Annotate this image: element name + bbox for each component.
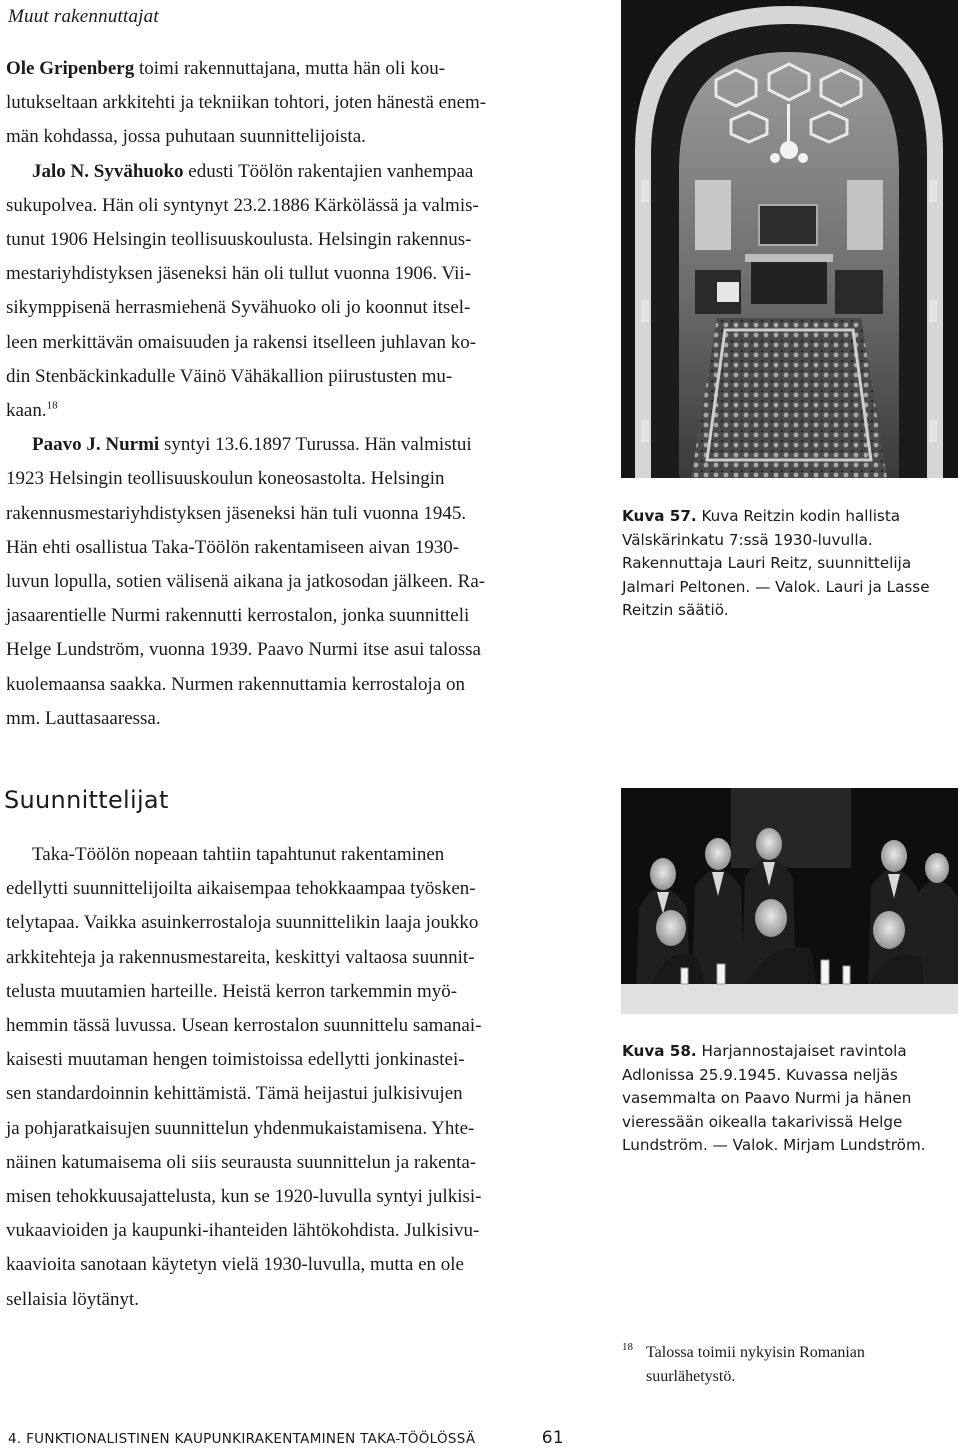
footnote-text: Talossa toimii nykyisin Romanian suurlähetystö. <box>646 1344 865 1385</box>
paragraph-text: toimi rakennuttajana, mutta hän oli kou- lutukseltaan arkkitehti ja tekniikan tohtori, joten hänestä enem- män kohdassa, jossa puhutaan suunnittelijoista. <box>6 58 487 148</box>
chapter-title: 4. FUNKTIONALISTINEN KAUPUNKIRAKENTAMINEN TAKA-TÖÖLÖSSÄ <box>8 1431 476 1447</box>
person-name: Jalo N. Syvähuoko <box>32 160 184 182</box>
body-text-bottom <box>6 838 568 1317</box>
footnote-reference: 18 <box>46 399 58 412</box>
footnote <box>622 1341 958 1389</box>
figure-57-photo <box>621 0 958 478</box>
body-text-top <box>6 52 568 736</box>
person-name: Paavo J. Nurmi <box>32 434 160 456</box>
paragraph-nurmi <box>6 428 568 736</box>
figure-58-photo <box>621 788 958 1014</box>
paragraph-syvahuoko <box>6 155 568 429</box>
caption-text: Harjannostajaiset ravintola Adlonissa 25.9.1945. Kuvassa neljäs vasemmalta on Paavo Nurmi ja hänen vieressään oikealla takarivissä Helge Lundström. — Valok. Mirjam Lundström. <box>622 1042 926 1154</box>
page-number: 61 <box>541 1428 564 1448</box>
paragraph-gripenberg <box>6 52 568 155</box>
paragraph-suunnittelijat: Taka-Töölön nopeaan tahtiin tapahtunut rakentaminen edellytti suunnittelijoilta aikaisempaa tehokkaampaa työsken- telytapaa. Vaikka asuinkerrostaloja suunnittelikin laaja joukko arkkitehteja ja rakennusmestareita, keskittyi valtaosa suunnit- telusta muutamien harteille. Heistä kerron tarkemmin myö- hemmin tässä luvussa. Usean kerrostalon suunnittelu samanai- kaisesti muutaman hengen toimistoissa edellytti jonkinastei- sen standardoinnin kehittämistä. Tämä heijastui julkisivujen ja pohjaratkaisujen suunnittelun yhdenmukaistamisena. Yhte- näinen katumaisema oli siis seurausta suunnittelun ja rakenta- misen tehokkuusajattelusta, kun se 1920-luvulla syntyi julkisi- vukaavioiden ja kaupunki-ihanteiden lähtökohdista. Julkisivu- kaavioita sanotaan käytetyn vielä 1930-luvulla, mutta en ole sellaisia löytänyt. <box>6 844 482 1310</box>
caption-text: Kuva Reitzin kodin hallista Välskärinkatu 7:ssä 1930-luvulla. Rakennuttaja Lauri Reitz, suunnittelija Jalmari Peltonen. — Valok. Lauri ja Lasse Reitzin säätiö. <box>622 507 930 619</box>
footnote-number: 18 <box>622 1341 633 1353</box>
running-title: Muut rakennuttajat <box>8 6 159 27</box>
page-footer <box>8 1428 564 1448</box>
figure-57-caption <box>622 505 958 623</box>
section-title: Suunnittelijat <box>4 786 169 814</box>
figure-label: Kuva 57. <box>622 507 697 525</box>
figure-label: Kuva 58. <box>622 1042 697 1060</box>
paragraph-text: edusti Töölön rakentajien vanhempaa sukupolvea. Hän oli syntynyt 23.2.1886 Kärkölässä ja valmis- tunut 1906 Helsingin teollisuuskoulusta. Helsingin rakennus- mestariyhdistyksen jäseneksi hän oli tullut vuonna 1906. Vii- sikymppisenä herrasmiehenä Syvähuoko oli jo koonnut itsel- leen merkittävän omaisuuden ja rakensi itselleen juhlavan ko- din Stenbäckinkadulle Väinö Vähäkallion piirustusten mu- kaan. <box>6 160 479 422</box>
person-name: Ole Gripenberg <box>6 58 135 79</box>
paragraph-text: syntyi 13.6.1897 Turussa. Hän valmistui 1923 Helsingin teollisuuskoulun koneosastolta. Helsingin rakennusmestariyhdistyksen jäseneksi hän tuli vuonna 1945. Hän ehti osallistua Taka-Töölön rakentamiseen aivan 1930- luvun lopulla, sotien välisenä aikana ja jatkosodan jälkeen. Ra- jasaarentielle Nurmi rakennutti kerrostalon, jonka suunnitteli Helge Lundström, vuonna 1939. Paavo Nurmi itse asui talossa kuolemaansa saakka. Nurmen rakennuttamia kerrostaloja on mm. Lauttasaaressa. <box>6 434 486 729</box>
figure-58-caption <box>622 1040 958 1158</box>
